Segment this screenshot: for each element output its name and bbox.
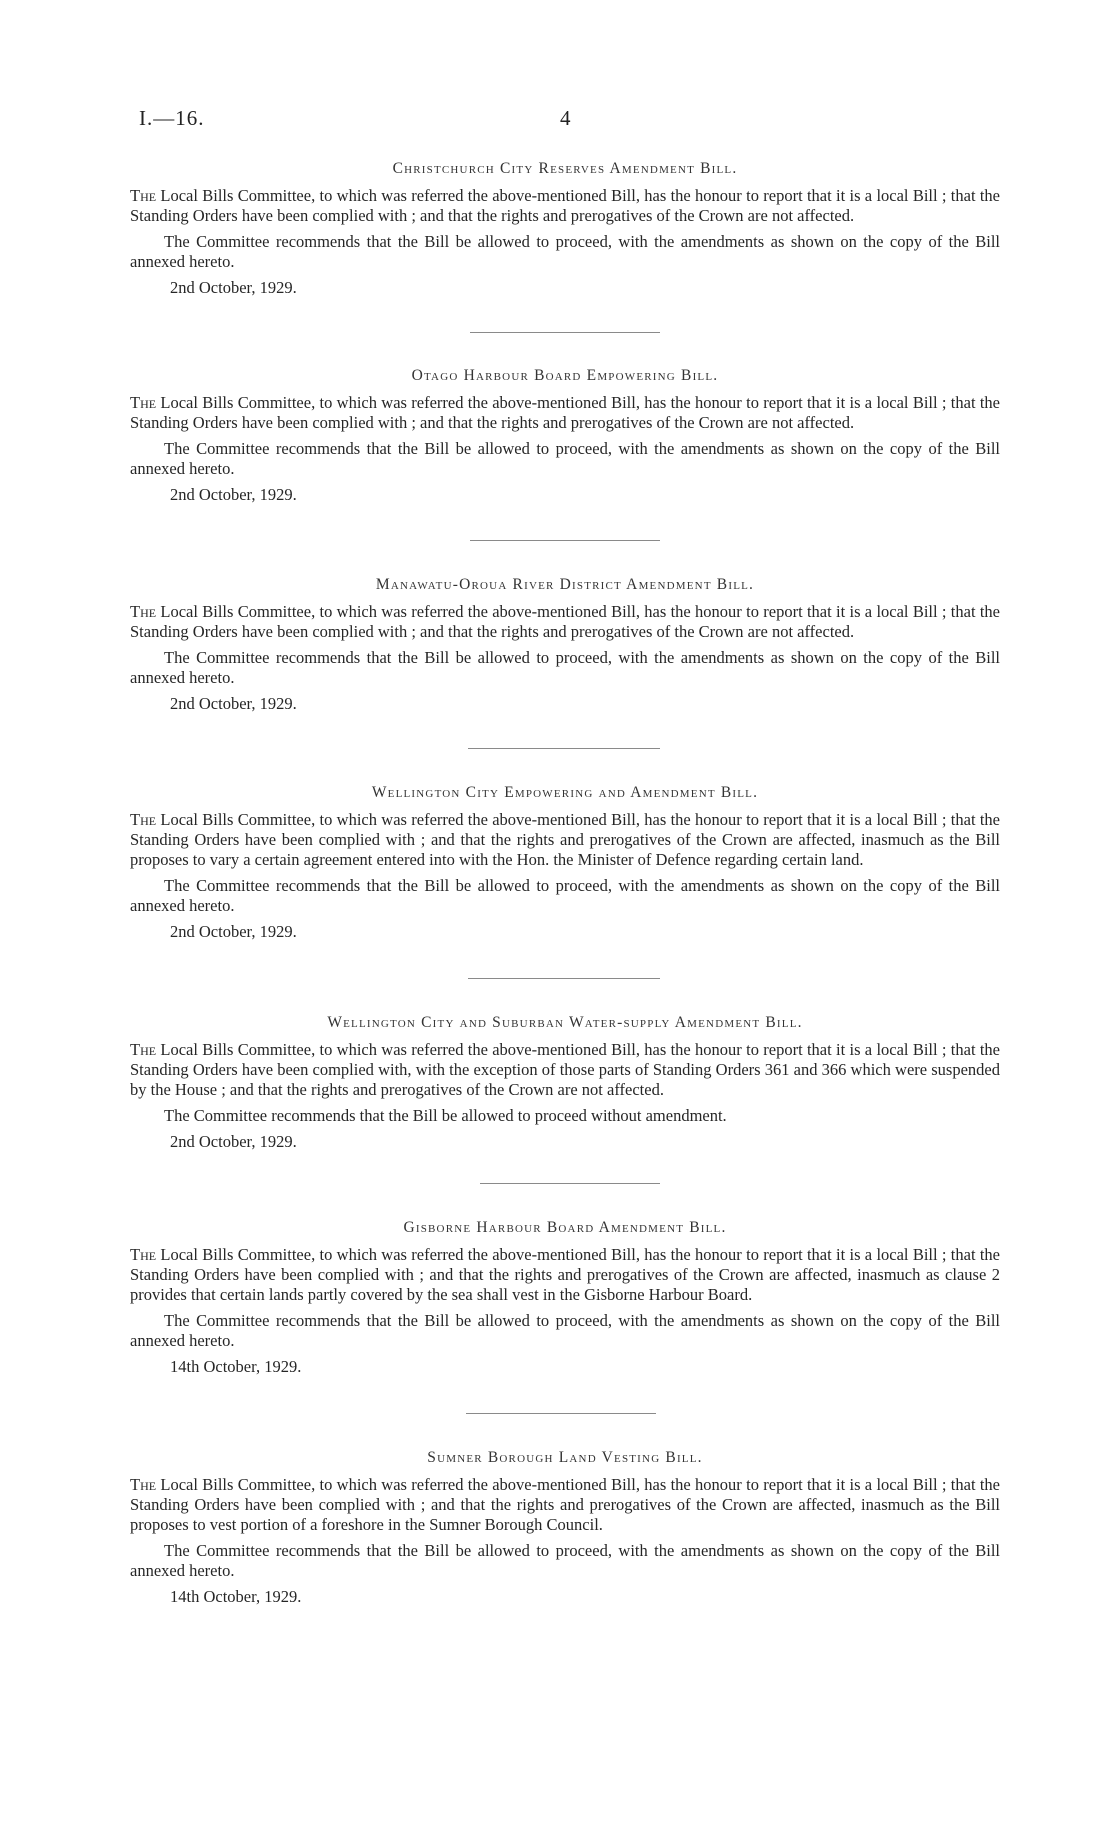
recommendation-paragraph: The Committee recommends that the Bill be allowed to proceed, with the amendments as shown on the copy of the Bill annexed hereto. [130, 1311, 1000, 1350]
report-text: Local Bills Committee, to which was referred the above-mentioned Bill, has the honour to report that it is a local Bill ; that the Standing Orders have been complied with ; and that the rights and prerogatives of the Crown are not affected. [130, 186, 1000, 225]
bill-report-section [130, 1219, 1000, 1377]
report-text: Local Bills Committee, to which was referred the above-mentioned Bill, has the honour to report that it is a local Bill ; that the Standing Orders have been complied with ; and that the rights and prerogatives of the Crown are affected, inasmuch as the Bill proposes to vest portion of a foreshore in the Sumner Borough Council. [130, 1475, 1000, 1534]
report-paragraph [130, 810, 1000, 870]
bill-title: Otago Harbour Board Empowering Bill. [411, 367, 719, 384]
lead-word: The [130, 1245, 157, 1264]
report-date: 2nd October, 1929. [170, 694, 297, 713]
bill-report-section [130, 1449, 1000, 1607]
lead-word: The [130, 602, 157, 621]
section-divider [470, 332, 660, 333]
lead-word: The [130, 1040, 157, 1059]
report-date: 14th October, 1929. [170, 1587, 302, 1606]
bill-title: Sumner Borough Land Vesting Bill. [427, 1449, 703, 1466]
report-text: Local Bills Committee, to which was referred the above-mentioned Bill, has the honour to report that it is a local Bill ; that the Standing Orders have been complied with ; and that the rights and prerogatives of the Crown are affected, inasmuch as the Bill proposes to vary a certain agreement entered into with the Hon. the Minister of Defence regarding certain land. [130, 810, 1000, 869]
bill-title: Wellington City Empowering and Amendment Bill. [371, 784, 759, 801]
bill-report-section [130, 784, 1000, 942]
report-text: Local Bills Committee, to which was referred the above-mentioned Bill, has the honour to report that it is a local Bill ; that the Standing Orders have been complied with ; and that the rights and prerogatives of the Crown are affected, inasmuch as clause 2 provides that certain lands partly covered by the sea shall vest in the Gisborne Harbour Board. [130, 1245, 1000, 1304]
lead-word: The [130, 393, 157, 412]
report-date: 2nd October, 1929. [170, 1132, 297, 1151]
bill-report-section [130, 1014, 1000, 1152]
report-date: 2nd October, 1929. [170, 485, 297, 504]
report-text: Local Bills Committee, to which was referred the above-mentioned Bill, has the honour to report that it is a local Bill ; that the Standing Orders have been complied with ; and that the rights and prerogatives of the Crown are not affected. [130, 393, 1000, 432]
report-paragraph [130, 602, 1000, 642]
lead-word: The [130, 810, 157, 829]
report-paragraph [130, 1040, 1000, 1100]
recommendation-paragraph: The Committee recommends that the Bill be allowed to proceed, with the amendments as shown on the copy of the Bill annexed hereto. [130, 232, 1000, 271]
report-paragraph [130, 186, 1000, 226]
recommendation-paragraph: The Committee recommends that the Bill be allowed to proceed, with the amendments as shown on the copy of the Bill annexed hereto. [130, 648, 1000, 687]
bill-report-section [130, 367, 1000, 505]
bill-report-section [130, 576, 1000, 714]
recommendation-paragraph: The Committee recommends that the Bill be allowed to proceed, with the amendments as shown on the copy of the Bill annexed hereto. [130, 876, 1000, 915]
report-paragraph [130, 1245, 1000, 1305]
recommendation-paragraph: The Committee recommends that the Bill be allowed to proceed, with the amendments as shown on the copy of the Bill annexed hereto. [130, 439, 1000, 478]
report-text: Local Bills Committee, to which was referred the above-mentioned Bill, has the honour to report that it is a local Bill ; that the Standing Orders have been complied with ; and that the rights and prerogatives of the Crown are not affected. [130, 602, 1000, 641]
report-date: 2nd October, 1929. [170, 922, 297, 941]
bill-title: Manawatu-Oroua River District Amendment Bill. [375, 576, 755, 593]
recommendation-paragraph: The Committee recommends that the Bill be allowed to proceed, with the amendments as shown on the copy of the Bill annexed hereto. [130, 1541, 1000, 1580]
paper-reference: I.—16. [139, 106, 205, 130]
report-paragraph [130, 1475, 1000, 1535]
report-date: 14th October, 1929. [170, 1357, 302, 1376]
section-divider [480, 1183, 660, 1184]
section-divider [468, 748, 660, 749]
bill-title: Wellington City and Suburban Water-supply Amendment Bill. [327, 1014, 803, 1031]
report-paragraph [130, 393, 1000, 433]
report-text: Local Bills Committee, to which was referred the above-mentioned Bill, has the honour to report that it is a local Bill ; that the Standing Orders have been complied with, with the exception of those parts of Standing Orders 361 and 366 which were suspended by the House ; and that the rights and prerogatives of the Crown are not affected. [130, 1040, 1000, 1099]
bill-title: Christchurch City Reserves Amendment Bill. [392, 160, 738, 177]
section-divider [466, 1413, 656, 1414]
lead-word: The [130, 1475, 157, 1494]
bill-report-section [130, 160, 1000, 298]
recommendation-paragraph: The Committee recommends that the Bill be allowed to proceed without amendment. [164, 1106, 727, 1125]
page-number: 4 [560, 106, 571, 130]
bill-title: Gisborne Harbour Board Amendment Bill. [403, 1219, 727, 1236]
section-divider [470, 540, 660, 541]
section-divider [468, 978, 660, 979]
report-date: 2nd October, 1929. [170, 278, 297, 297]
lead-word: The [130, 186, 157, 205]
